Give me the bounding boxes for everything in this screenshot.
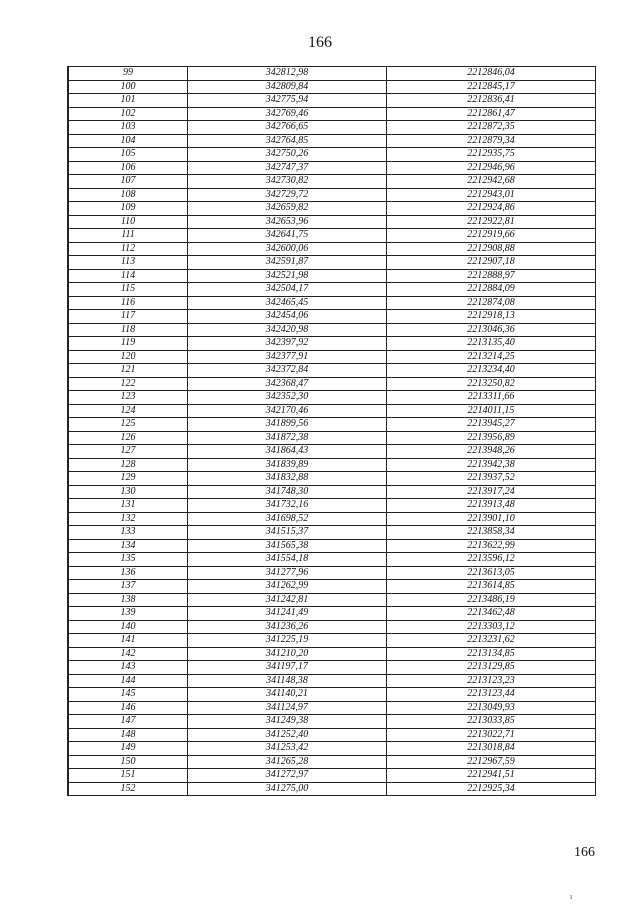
- y-coordinate-cell: 2212967,59: [387, 755, 596, 769]
- y-coordinate-cell: 2212942,68: [387, 175, 596, 189]
- x-coordinate-cell: 342591,87: [188, 256, 387, 270]
- y-coordinate-cell: 2213596,12: [387, 553, 596, 567]
- y-coordinate-cell: 2212925,34: [387, 782, 596, 796]
- point-number-cell: 145: [68, 688, 188, 702]
- x-coordinate-cell: 341148,38: [188, 674, 387, 688]
- x-coordinate-cell: 341236,26: [188, 620, 387, 634]
- x-coordinate-cell: 342372,84: [188, 364, 387, 378]
- table-row: [68, 688, 596, 702]
- table-row: [68, 593, 596, 607]
- y-coordinate-cell: 2212924,86: [387, 202, 596, 216]
- x-coordinate-cell: 342504,17: [188, 283, 387, 297]
- y-coordinate-cell: 2212846,04: [387, 67, 596, 81]
- table-row: [68, 229, 596, 243]
- table-row: [68, 107, 596, 121]
- point-number-cell: 147: [68, 715, 188, 729]
- x-coordinate-cell: 342764,85: [188, 134, 387, 148]
- y-coordinate-cell: 2213129,85: [387, 661, 596, 675]
- table-row: [68, 296, 596, 310]
- point-number-cell: 120: [68, 350, 188, 364]
- x-coordinate-cell: 341140,21: [188, 688, 387, 702]
- point-number-cell: 119: [68, 337, 188, 351]
- point-number-cell: 132: [68, 512, 188, 526]
- point-number-cell: 113: [68, 256, 188, 270]
- point-number-cell: 143: [68, 661, 188, 675]
- point-number-cell: 115: [68, 283, 188, 297]
- x-coordinate-cell: 341839,89: [188, 458, 387, 472]
- point-number-cell: 108: [68, 188, 188, 202]
- table-row: [68, 742, 596, 756]
- y-coordinate-cell: 2212943,01: [387, 188, 596, 202]
- point-number-cell: 116: [68, 296, 188, 310]
- y-coordinate-cell: 2212919,66: [387, 229, 596, 243]
- table-row: [68, 620, 596, 634]
- x-coordinate-cell: 342766,65: [188, 121, 387, 135]
- x-coordinate-cell: 341225,19: [188, 634, 387, 648]
- point-number-cell: 146: [68, 701, 188, 715]
- y-coordinate-cell: 2213945,27: [387, 418, 596, 432]
- point-number-cell: 102: [68, 107, 188, 121]
- y-coordinate-cell: 2213303,12: [387, 620, 596, 634]
- table-row: [68, 337, 596, 351]
- x-coordinate-cell: 342352,30: [188, 391, 387, 405]
- table-row: [68, 310, 596, 324]
- y-coordinate-cell: 2213858,34: [387, 526, 596, 540]
- table-row: [68, 674, 596, 688]
- y-coordinate-cell: 2213022,71: [387, 728, 596, 742]
- table-row: [68, 661, 596, 675]
- x-coordinate-cell: 342812,98: [188, 67, 387, 81]
- table-row: [68, 256, 596, 270]
- table-row: [68, 202, 596, 216]
- x-coordinate-cell: 342659,82: [188, 202, 387, 216]
- y-coordinate-cell: 2213622,99: [387, 539, 596, 553]
- point-number-cell: 137: [68, 580, 188, 594]
- table-row: [68, 175, 596, 189]
- table-row: [68, 526, 596, 540]
- y-coordinate-cell: 2212872,35: [387, 121, 596, 135]
- x-coordinate-cell: 342600,06: [188, 242, 387, 256]
- x-coordinate-cell: 341832,88: [188, 472, 387, 486]
- scan-mark: ı: [570, 892, 573, 901]
- y-coordinate-cell: 2213214,25: [387, 350, 596, 364]
- x-coordinate-cell: 342454,06: [188, 310, 387, 324]
- x-coordinate-cell: 342729,72: [188, 188, 387, 202]
- table-row: [68, 769, 596, 783]
- x-coordinate-cell: 342750,26: [188, 148, 387, 162]
- point-number-cell: 101: [68, 94, 188, 108]
- page-number-bottom: 166: [574, 845, 595, 860]
- y-coordinate-cell: 2213956,89: [387, 431, 596, 445]
- point-number-cell: 125: [68, 418, 188, 432]
- table-row: [68, 418, 596, 432]
- x-coordinate-cell: 341197,17: [188, 661, 387, 675]
- x-coordinate-cell: 341262,99: [188, 580, 387, 594]
- x-coordinate-cell: 341253,42: [188, 742, 387, 756]
- x-coordinate-cell: 341748,30: [188, 485, 387, 499]
- y-coordinate-cell: 2213123,44: [387, 688, 596, 702]
- table-row: [68, 553, 596, 567]
- x-coordinate-cell: 341872,38: [188, 431, 387, 445]
- x-coordinate-cell: 342420,98: [188, 323, 387, 337]
- point-number-cell: 128: [68, 458, 188, 472]
- x-coordinate-cell: 341265,28: [188, 755, 387, 769]
- table-row: [68, 512, 596, 526]
- x-coordinate-cell: 341275,00: [188, 782, 387, 796]
- y-coordinate-cell: 2213486,19: [387, 593, 596, 607]
- y-coordinate-cell: 2213311,66: [387, 391, 596, 405]
- y-coordinate-cell: 2213135,40: [387, 337, 596, 351]
- table-row: [68, 701, 596, 715]
- y-coordinate-cell: 2213234,40: [387, 364, 596, 378]
- table-row: [68, 80, 596, 94]
- point-number-cell: 104: [68, 134, 188, 148]
- y-coordinate-cell: 2212874,08: [387, 296, 596, 310]
- y-coordinate-cell: 2212922,81: [387, 215, 596, 229]
- x-coordinate-cell: 342641,75: [188, 229, 387, 243]
- y-coordinate-cell: 2213049,93: [387, 701, 596, 715]
- y-coordinate-cell: 2212908,88: [387, 242, 596, 256]
- y-coordinate-cell: 2213462,48: [387, 607, 596, 621]
- point-number-cell: 105: [68, 148, 188, 162]
- y-coordinate-cell: 2212941,51: [387, 769, 596, 783]
- table-row: [68, 364, 596, 378]
- y-coordinate-cell: 2212935,75: [387, 148, 596, 162]
- y-coordinate-cell: 2212888,97: [387, 269, 596, 283]
- x-coordinate-cell: 342775,94: [188, 94, 387, 108]
- point-number-cell: 111: [68, 229, 188, 243]
- point-number-cell: 152: [68, 782, 188, 796]
- point-number-cell: 134: [68, 539, 188, 553]
- coordinate-table: [67, 66, 596, 796]
- point-number-cell: 117: [68, 310, 188, 324]
- point-number-cell: 118: [68, 323, 188, 337]
- point-number-cell: 122: [68, 377, 188, 391]
- y-coordinate-cell: 2213613,05: [387, 566, 596, 580]
- x-coordinate-cell: 342465,45: [188, 296, 387, 310]
- point-number-cell: 142: [68, 647, 188, 661]
- y-coordinate-cell: 2213123,23: [387, 674, 596, 688]
- point-number-cell: 114: [68, 269, 188, 283]
- x-coordinate-cell: 341565,38: [188, 539, 387, 553]
- y-coordinate-cell: 2213231,62: [387, 634, 596, 648]
- point-number-cell: 151: [68, 769, 188, 783]
- point-number-cell: 106: [68, 161, 188, 175]
- table-row: [68, 391, 596, 405]
- point-number-cell: 109: [68, 202, 188, 216]
- table-row: [68, 134, 596, 148]
- table-row: [68, 647, 596, 661]
- y-coordinate-cell: 2213018,84: [387, 742, 596, 756]
- point-number-cell: 131: [68, 499, 188, 513]
- y-coordinate-cell: 2213033,85: [387, 715, 596, 729]
- x-coordinate-cell: 342368,47: [188, 377, 387, 391]
- y-coordinate-cell: 2212907,18: [387, 256, 596, 270]
- x-coordinate-cell: 341698,52: [188, 512, 387, 526]
- y-coordinate-cell: 2212836,41: [387, 94, 596, 108]
- x-coordinate-cell: 341242,81: [188, 593, 387, 607]
- x-coordinate-cell: 342730,82: [188, 175, 387, 189]
- point-number-cell: 136: [68, 566, 188, 580]
- table-row: [68, 728, 596, 742]
- point-number-cell: 99: [68, 67, 188, 81]
- point-number-cell: 126: [68, 431, 188, 445]
- table-row: [68, 607, 596, 621]
- y-coordinate-cell: 2212861,47: [387, 107, 596, 121]
- table-row: [68, 377, 596, 391]
- point-number-cell: 140: [68, 620, 188, 634]
- x-coordinate-cell: 341732,16: [188, 499, 387, 513]
- y-coordinate-cell: 2212879,34: [387, 134, 596, 148]
- x-coordinate-cell: 342769,46: [188, 107, 387, 121]
- x-coordinate-cell: 341249,38: [188, 715, 387, 729]
- x-coordinate-cell: 342377,91: [188, 350, 387, 364]
- y-coordinate-cell: 2212946,96: [387, 161, 596, 175]
- point-number-cell: 144: [68, 674, 188, 688]
- table-row: [68, 350, 596, 364]
- y-coordinate-cell: 2212845,17: [387, 80, 596, 94]
- x-coordinate-cell: 342170,46: [188, 404, 387, 418]
- point-number-cell: 138: [68, 593, 188, 607]
- table-row: [68, 566, 596, 580]
- y-coordinate-cell: 2213901,10: [387, 512, 596, 526]
- x-coordinate-cell: 341554,18: [188, 553, 387, 567]
- point-number-cell: 112: [68, 242, 188, 256]
- coordinate-table-body: [68, 67, 596, 796]
- table-row: [68, 188, 596, 202]
- page-number-top: 166: [308, 34, 332, 51]
- table-row: [68, 580, 596, 594]
- point-number-cell: 135: [68, 553, 188, 567]
- table-row: [68, 472, 596, 486]
- y-coordinate-cell: 2213948,26: [387, 445, 596, 459]
- point-number-cell: 130: [68, 485, 188, 499]
- point-number-cell: 103: [68, 121, 188, 135]
- x-coordinate-cell: 341124,97: [188, 701, 387, 715]
- point-number-cell: 149: [68, 742, 188, 756]
- point-number-cell: 133: [68, 526, 188, 540]
- y-coordinate-cell: 2213913,48: [387, 499, 596, 513]
- x-coordinate-cell: 341252,40: [188, 728, 387, 742]
- y-coordinate-cell: 2212884,09: [387, 283, 596, 297]
- table-row: [68, 539, 596, 553]
- point-number-cell: 150: [68, 755, 188, 769]
- y-coordinate-cell: 2212918,13: [387, 310, 596, 324]
- y-coordinate-cell: 2213134,85: [387, 647, 596, 661]
- y-coordinate-cell: 2213942,38: [387, 458, 596, 472]
- table-row: [68, 283, 596, 297]
- table-row: [68, 215, 596, 229]
- point-number-cell: 139: [68, 607, 188, 621]
- point-number-cell: 141: [68, 634, 188, 648]
- y-coordinate-cell: 2213937,52: [387, 472, 596, 486]
- point-number-cell: 148: [68, 728, 188, 742]
- table-row: [68, 782, 596, 796]
- x-coordinate-cell: 341241,49: [188, 607, 387, 621]
- x-coordinate-cell: 342809,84: [188, 80, 387, 94]
- point-number-cell: 100: [68, 80, 188, 94]
- point-number-cell: 110: [68, 215, 188, 229]
- y-coordinate-cell: 2213046,36: [387, 323, 596, 337]
- table-row: [68, 148, 596, 162]
- x-coordinate-cell: 342521,98: [188, 269, 387, 283]
- coordinate-table-container: [67, 66, 591, 796]
- point-number-cell: 124: [68, 404, 188, 418]
- table-row: [68, 242, 596, 256]
- point-number-cell: 129: [68, 472, 188, 486]
- x-coordinate-cell: 342653,96: [188, 215, 387, 229]
- x-coordinate-cell: 341272,97: [188, 769, 387, 783]
- y-coordinate-cell: 2213250,82: [387, 377, 596, 391]
- table-row: [68, 445, 596, 459]
- x-coordinate-cell: 342747,37: [188, 161, 387, 175]
- x-coordinate-cell: 341210,20: [188, 647, 387, 661]
- table-row: [68, 161, 596, 175]
- table-row: [68, 499, 596, 513]
- y-coordinate-cell: 2213614,85: [387, 580, 596, 594]
- table-row: [68, 715, 596, 729]
- table-row: [68, 634, 596, 648]
- table-row: [68, 323, 596, 337]
- table-row: [68, 755, 596, 769]
- table-row: [68, 269, 596, 283]
- x-coordinate-cell: 341515,37: [188, 526, 387, 540]
- table-row: [68, 121, 596, 135]
- table-row: [68, 94, 596, 108]
- table-row: [68, 404, 596, 418]
- point-number-cell: 121: [68, 364, 188, 378]
- point-number-cell: 123: [68, 391, 188, 405]
- table-row: [68, 431, 596, 445]
- table-row: [68, 67, 596, 81]
- x-coordinate-cell: 342397,92: [188, 337, 387, 351]
- point-number-cell: 127: [68, 445, 188, 459]
- x-coordinate-cell: 341277,96: [188, 566, 387, 580]
- y-coordinate-cell: 2213917,24: [387, 485, 596, 499]
- point-number-cell: 107: [68, 175, 188, 189]
- x-coordinate-cell: 341899,56: [188, 418, 387, 432]
- y-coordinate-cell: 2214011,15: [387, 404, 596, 418]
- table-row: [68, 485, 596, 499]
- table-row: [68, 458, 596, 472]
- x-coordinate-cell: 341864,43: [188, 445, 387, 459]
